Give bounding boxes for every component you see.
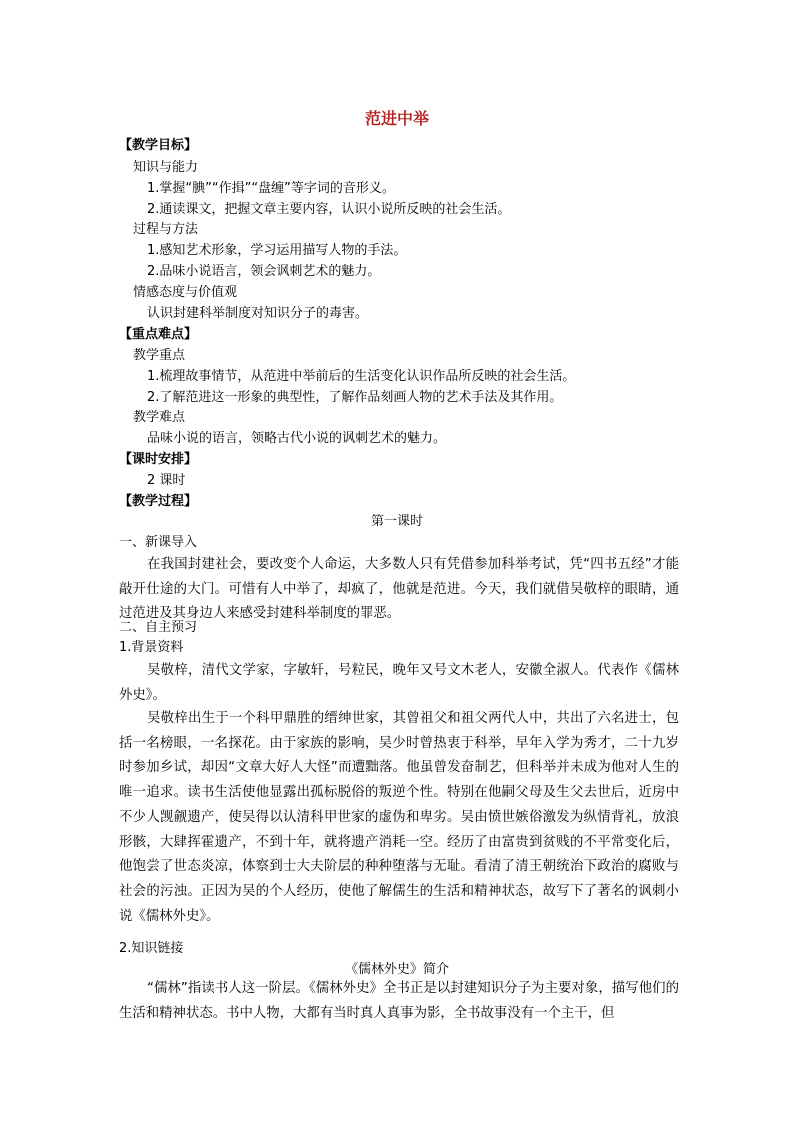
background-paragraph-1: 吴敬梓，清代文学家，字敏轩，号粒民，晚年又号文木老人，安徽全淑人。代表作《儒林外史》。 (119, 663, 679, 703)
background-label: 1.背景资料 (119, 640, 184, 655)
part-2-heading: 二、自主预习 (119, 620, 198, 635)
knowledge-link-label: 2.知识链接 (119, 941, 184, 956)
knowledge-item-1: 1.掌握“腆”“作揖”“盘缠”等字词的音形义。 (147, 181, 395, 196)
lesson-title: 第一课时 (370, 514, 423, 529)
difficulty-item-1: 品味小说的语言，领略古代小说的讽刺艺术的魅力。 (147, 431, 447, 446)
knowledge-link-title: 《儒林外史》简介 (344, 962, 449, 977)
page-title: 范进中举 (364, 109, 429, 128)
process-item-2: 2.品味小说语言，领会讽刺艺术的魅力。 (147, 264, 381, 279)
knowledge-item-2: 2.通读课文，把握文章主要内容，认识小说所反映的社会生活。 (147, 202, 511, 217)
goals-header: 【教学目标】 (119, 138, 198, 153)
emotion-item-1: 认识封建科举制度对知识分子的毒害。 (147, 306, 369, 321)
time-value: 2 课时 (147, 473, 186, 488)
key-item-2: 2.了解范进这一形象的典型性，了解作品刻画人物的艺术手法及其作用。 (147, 390, 563, 405)
key-heading: 教学重点 (133, 348, 186, 363)
key-header: 【重点难点】 (119, 327, 198, 342)
difficulty-heading: 教学难点 (133, 410, 186, 425)
emotion-heading: 情感态度与价值观 (133, 285, 238, 300)
part-1-heading: 一、新课导入 (119, 535, 198, 550)
process-header: 【教学过程】 (119, 494, 198, 509)
background-paragraph-2: 吴敬梓出生于一个科甲鼎胜的缙绅世家，其曾祖父和祖父两代人中，共出了六名进士，包括一名榜眼，一名探花。由于家族的影响，吴少时曾热衷于科举，早年入学为秀才，二十九岁时参加乡试，却因“文章大好人大怪”而遭黜落。他虽曾发奋制艺，但科举并未成为他对人生的唯一追求。读书生活使他显露出孤标脱俗的叛逆个性。特别在他嗣父母及生父去世后，近房中不少人觊觎遗产，使吴得以认清科甲世家的虚伪和卑劣。吴由愤世嫉俗激发为纵情背礼，放浪形骸，大肆挥霍遗产，不到十年，就将遗产消耗一空。经历了由富贵到贫贱的不平常变化后，他饱尝了世态炎凉，体察到士大夫阶层的种种堕落与无耻。看清了清王朝统治下政治的腐败与社会的污浊。正因为吴的个人经历，使他了解儒生的生活和精神状态，故写下了著名的讽刺小说《儒林外史》。 (119, 711, 679, 924)
knowledge-link-paragraph: “儒林”指读书人这一阶层。《儒林外史》全书正是以封建知识分子为主要对象，描写他们的生活和精神状态。书中人物，大都有当时真人真事为影，全书故事没有一个主干，但 (119, 981, 679, 1021)
process-heading: 过程与方法 (133, 222, 199, 237)
knowledge-heading: 知识与能力 (133, 160, 199, 175)
process-item-1: 1.感知艺术形象，学习运用描写人物的手法。 (147, 243, 407, 258)
time-header: 【课时安排】 (119, 452, 198, 467)
key-item-1: 1.梳理故事情节，从范进中举前后的生活变化认识作品所反映的社会生活。 (147, 369, 576, 384)
intro-paragraph: 在我国封建社会，要改变个人命运，大多数人只有凭借参加科举考试，凭“四书五经”才能敲开仕途的大门。可惜有人中举了，却疯了，他就是范进。今天，我们就借吴敬梓的眼睛，通过范进及其身边人来感受封建科举制度的罪恶。 (119, 557, 679, 622)
